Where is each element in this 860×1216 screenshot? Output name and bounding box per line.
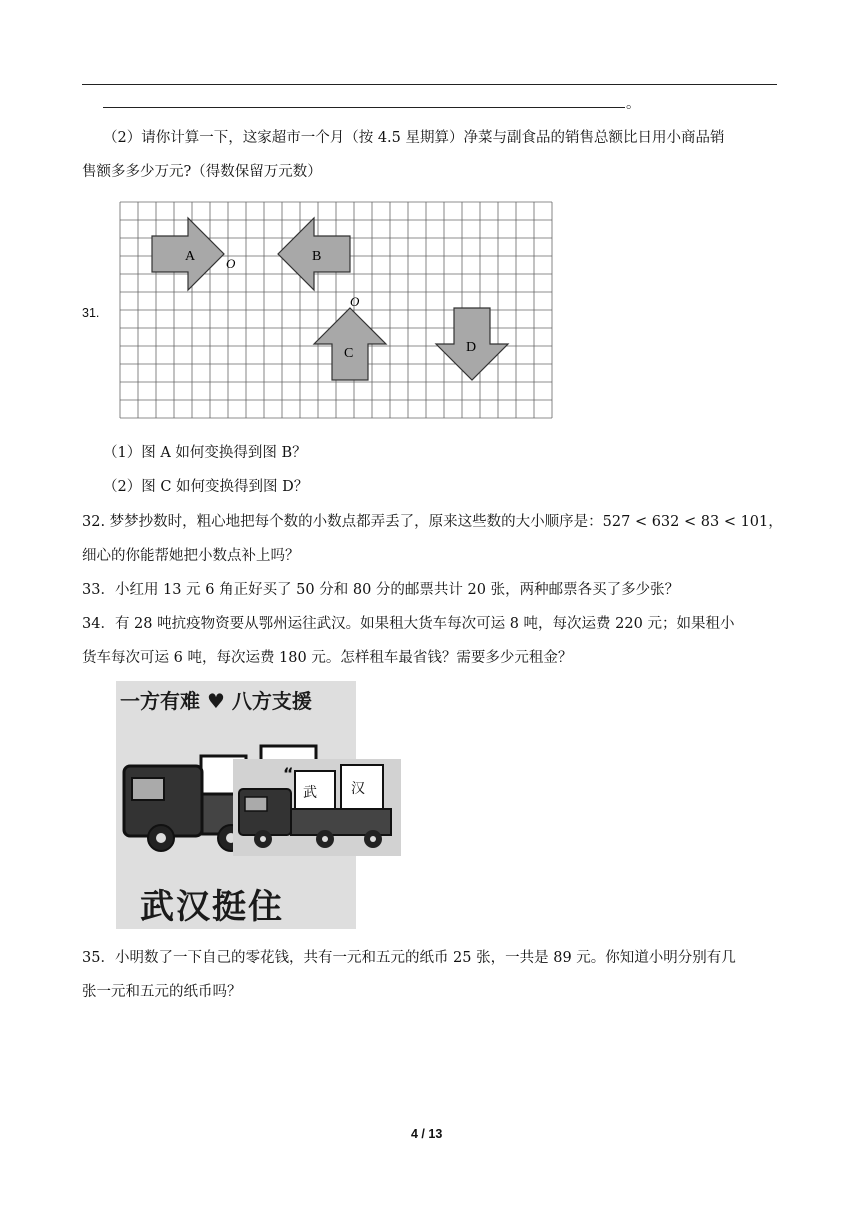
slogan-bottom: 武汉挺住 [140, 887, 284, 927]
q30-2-line1: （2）请你计算一下，这家超市一个月（按 4.5 星期算）净菜与副食品的销售总额比日用小商品销 [103, 130, 725, 146]
slogan-top: 一方有难 ♥ 八方支援 [120, 689, 312, 713]
label-d: D [466, 340, 477, 355]
q31-grid-figure [116, 200, 564, 422]
answer-period: 。 [626, 96, 641, 112]
label-o-1: O [226, 256, 236, 271]
q32-line2: 细心的你能帮她把小数点补上吗？ [82, 548, 300, 564]
q31-sub1: （1）图 A 如何变换得到图 B？ [103, 445, 307, 461]
q34-illustration-inset [233, 759, 401, 856]
q31-number: 31. [82, 306, 100, 320]
q31-sub2: （2）图 C 如何变换得到图 D？ [103, 479, 309, 495]
q30-2-line2: 售额多多少万元?（得数保留万元数） [82, 164, 322, 180]
label-o-2: O [350, 294, 360, 309]
label-a: A [185, 249, 196, 264]
truck-text-1: 武 [303, 785, 317, 801]
q34-line2: 货车每次可运 6 吨，每次运费 180 元。怎样租车最省钱？需要多少元租金？ [82, 650, 573, 666]
q35-line2: 张一元和五元的纸币吗？ [82, 984, 242, 1000]
answer-line-1 [82, 84, 777, 85]
truck-inset-drawing [233, 759, 401, 856]
q35-line1: 35．小明数了一下自己的零花钱，共有一元和五元的纸币 25 张，一共是 89 元。你知道小明分别有几 [82, 950, 736, 966]
svg-text:“: “ [283, 764, 294, 783]
q33-line1: 33．小红用 13 元 6 角正好买了 50 分和 80 分的邮票共计 20 张，两种邮票各买了多少张？ [82, 582, 680, 598]
q34-line1: 34．有 28 吨抗疫物资要从鄂州运往武汉。如果租大货车每次可运 8 吨，每次运费 220 元；如果租小 [82, 616, 735, 632]
answer-line-2 [103, 107, 625, 108]
truck-text-2: 汉 [351, 781, 365, 797]
page-number: 4 / 13 [411, 1127, 443, 1141]
q32-line1: 32. 梦梦抄数时，粗心地把每个数的小数点都弄丢了，原来这些数的大小顺序是：527 < 632 < 83 < 101， [82, 514, 783, 530]
arrow-c [314, 308, 386, 380]
label-c: C [344, 346, 354, 361]
label-b: B [312, 249, 322, 264]
